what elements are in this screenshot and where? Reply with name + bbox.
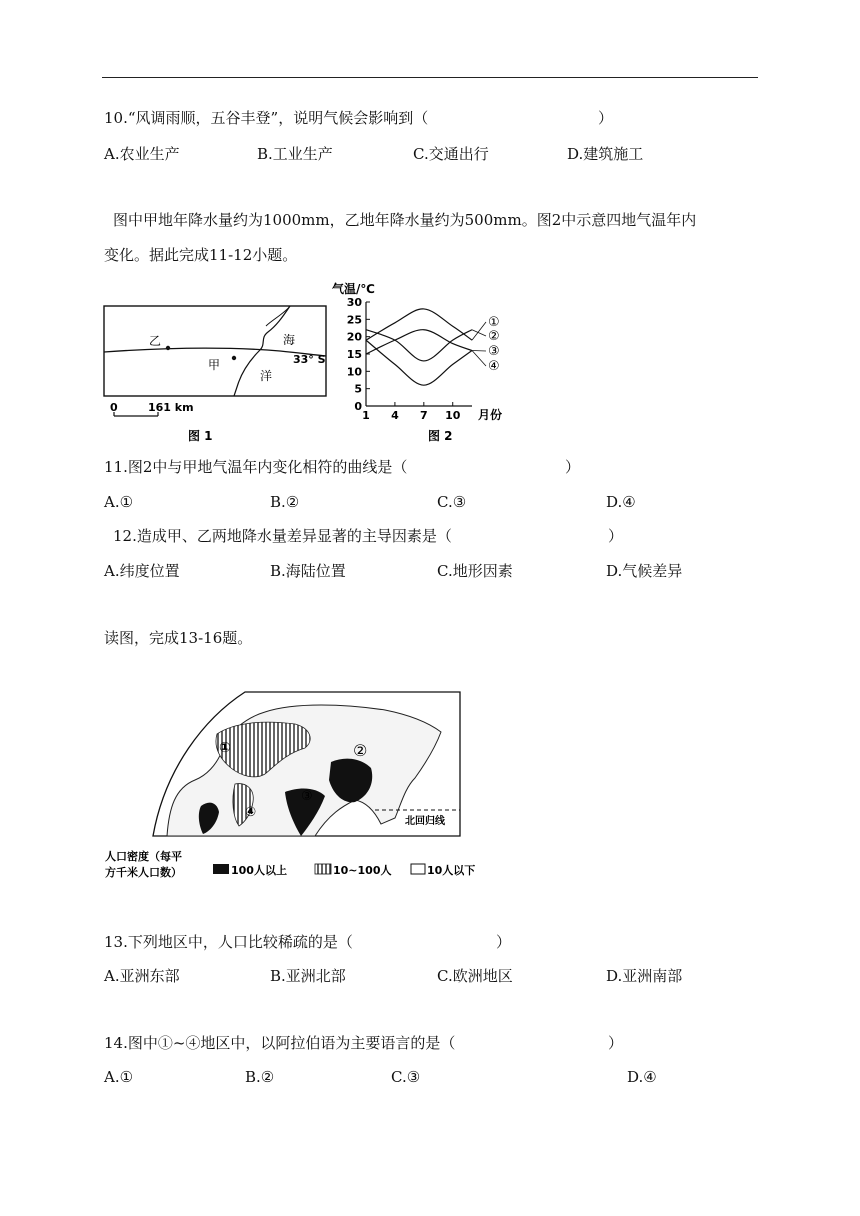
q14-stem: 14.图中①~④地区中，以阿拉伯语为主要语言的是（ [104, 1034, 456, 1052]
series-line-4 [366, 340, 472, 385]
q11-close: ） [565, 458, 581, 476]
q10-option-a: A.农业生产 [104, 145, 180, 163]
series-label-2: ② [488, 329, 500, 344]
y-tick-label: 30 [346, 296, 362, 309]
legend-high-swatch [213, 864, 229, 874]
scale-distance: 161 km [148, 401, 194, 414]
q10-stem: 10.“风调雨顺，五谷丰登”，说明气候会影响到（ [104, 109, 429, 127]
marker-1: ① [219, 740, 231, 756]
q11-option-a: A.① [104, 493, 134, 511]
x-tick-label: 1 [362, 409, 370, 422]
q12-option-d: D.气候差异 [606, 562, 683, 580]
marker-3: ③ [301, 789, 313, 804]
q12-close: ） [608, 527, 624, 545]
q12-option-c: C.地形因素 [437, 562, 513, 580]
marker-4: ④ [245, 805, 257, 820]
figure-1-map [100, 298, 340, 446]
intro2: 读图，完成13-16题。 [104, 629, 253, 647]
legend-high-label: 100人以上 [231, 864, 287, 877]
x-tick-label: 7 [419, 409, 428, 422]
series-line-3 [366, 330, 472, 354]
series-label-4: ④ [488, 359, 500, 374]
q14-option-c: C.③ [391, 1068, 421, 1086]
q10-option-b: B.工业生产 [257, 145, 333, 163]
chart-y-label: 气温/℃ [332, 282, 375, 296]
q13-option-d: D.亚洲南部 [606, 967, 683, 985]
intro1-line2: 变化。据此完成11-12小题。 [104, 246, 298, 264]
q14-option-d: D.④ [627, 1068, 657, 1086]
q13-option-a: A.亚洲东部 [104, 967, 180, 985]
q14-close: ） [608, 1034, 624, 1052]
q10-option-c: C.交通出行 [413, 145, 489, 163]
q11-option-c: C.③ [437, 493, 467, 511]
q13-stem: 13.下列地区中，人口比较稀疏的是（ [104, 933, 353, 951]
q12-option-b: B.海陆位置 [270, 562, 346, 580]
figure-1-caption: 图 1 [188, 429, 213, 443]
tropic-label: 北回归线 [405, 816, 445, 827]
header-rule [102, 77, 758, 78]
label-hai: 海 [283, 333, 296, 347]
label-yi: 乙 [149, 334, 162, 348]
q12-option-a: A.纬度位置 [104, 562, 180, 580]
y-tick-label: 20 [346, 330, 362, 344]
population-density-map [105, 688, 490, 884]
series-label-1: ① [488, 315, 500, 330]
series-line-1 [366, 309, 472, 340]
q12-stem: 12.造成甲、乙两地降水量差异显著的主导因素是（ [113, 527, 452, 545]
point-jia [232, 356, 236, 360]
y-tick-label: 15 [346, 348, 362, 361]
q10-option-d: D.建筑施工 [567, 145, 644, 163]
marker-2: ② [353, 741, 368, 760]
q14-option-a: A.① [104, 1068, 134, 1086]
q13-close: ） [496, 933, 512, 951]
legend-mid-label: 10~100人 [333, 864, 392, 877]
series-leader-4 [472, 351, 486, 366]
q13-option-b: B.亚洲北部 [270, 967, 346, 985]
map-frame [104, 306, 326, 396]
y-tick-label: 0 [354, 400, 362, 413]
legend-low-label: 10人以下 [427, 864, 476, 877]
chart-x-label: 月份 [478, 408, 503, 422]
legend-title-line1: 人口密度（每平 [105, 850, 182, 863]
legend-low-swatch [411, 864, 425, 874]
q11-option-b: B.② [270, 493, 300, 511]
q13-option-c: C.欧洲地区 [437, 967, 513, 985]
scale-zero: 0 [110, 401, 118, 414]
series-label-3: ③ [488, 344, 500, 359]
legend-mid-swatch [315, 864, 331, 874]
figure-2-chart [330, 280, 520, 446]
x-tick-label: 10 [445, 409, 461, 422]
intro1-line1: 图中甲地年降水量约为1000mm，乙地年降水量约为500mm。图2中示意四地气温年内 [113, 211, 697, 229]
q14-option-b: B.② [245, 1068, 275, 1086]
q10-close: ） [598, 109, 614, 127]
q11-option-d: D.④ [606, 493, 636, 511]
label-jia: 甲 [208, 358, 221, 372]
y-tick-label: 25 [346, 313, 362, 327]
y-tick-label: 10 [346, 365, 362, 379]
figure-2-caption: 图 2 [428, 429, 453, 443]
label-yang: 洋 [260, 369, 273, 383]
y-tick-label: 5 [354, 382, 362, 396]
legend-title-line2: 方千米人口数） [105, 866, 182, 879]
point-yi [166, 346, 170, 350]
q11-stem: 11.图2中与甲地气温年内变化相符的曲线是（ [104, 458, 408, 476]
label-latitude: 33° S [293, 353, 326, 366]
x-tick-label: 4 [391, 409, 399, 422]
